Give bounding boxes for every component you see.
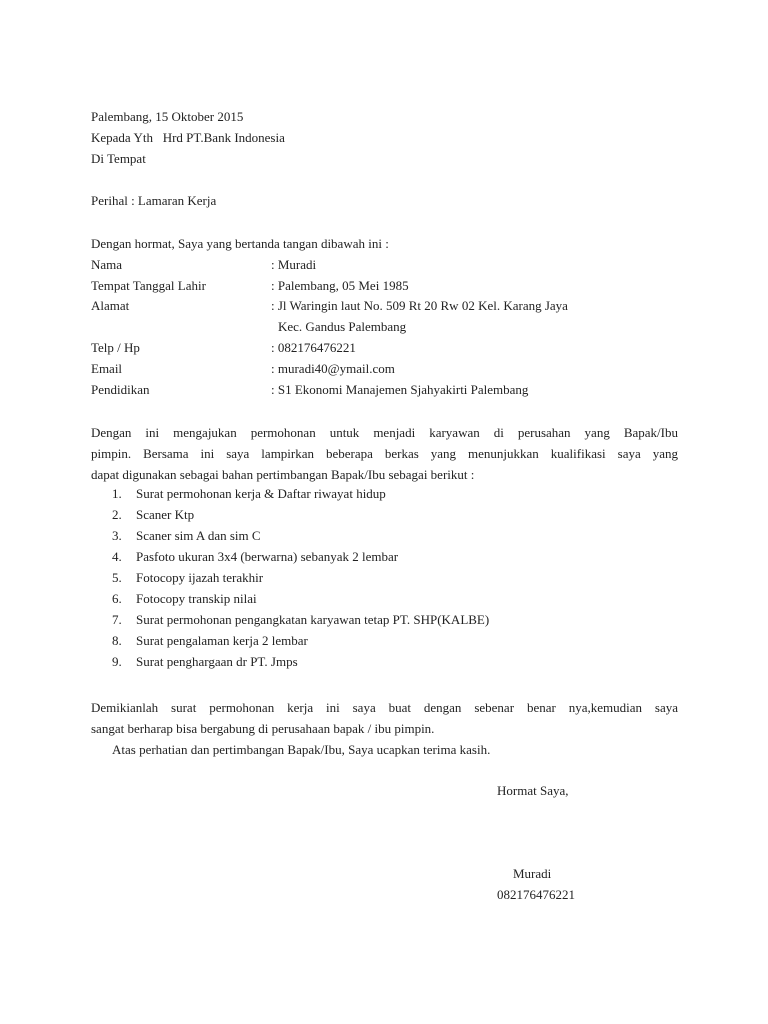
signer-phone: 082176476221 (497, 887, 575, 902)
body-line: Dengan ini mengajukan permohonan untuk menjadi karyawan di perusahan yang Bapak/Ibu (91, 425, 678, 440)
list-item (112, 654, 489, 675)
subject: Perihal : Lamaran Kerja (91, 193, 217, 208)
attachment-list (112, 486, 489, 675)
location: Di Tempat (91, 151, 146, 166)
list-number: 2. (112, 507, 122, 522)
list-number: 5. (112, 570, 122, 585)
list-item (112, 486, 489, 507)
list-number: 7. (112, 612, 122, 627)
field-value-ttl: : Palembang, 05 Mei 1985 (271, 278, 409, 293)
list-number: 9. (112, 654, 122, 669)
field-value-alamat-line2: Kec. Gandus Palembang (278, 319, 407, 334)
list-text: Surat pengalaman kerja 2 lembar (136, 633, 308, 648)
body-paragraph (91, 422, 678, 485)
list-text: Scaner sim A dan sim C (136, 528, 261, 543)
field-label-email: Email (91, 361, 123, 376)
list-number: 1. (112, 486, 122, 501)
field-value-alamat: : Jl Waringin laut No. 509 Rt 20 Rw 02 Kel. Karang Jaya (271, 298, 568, 313)
list-text: Pasfoto ukuran 3x4 (berwarna) sebanyak 2 lembar (136, 549, 399, 564)
list-number: 3. (112, 528, 122, 543)
field-label-alamat: Alamat (91, 298, 130, 313)
list-item (112, 549, 489, 570)
greeting: Dengan hormat, Saya yang bertanda tangan dibawah ini : (91, 236, 389, 251)
place-date: Palembang, 15 Oktober 2015 (91, 109, 244, 124)
list-number: 4. (112, 549, 122, 564)
closing-line: Demikianlah surat permohonan kerja ini saya buat dengan sebenar benar nya,kemudian saya (91, 700, 678, 715)
closing-line: Atas perhatian dan pertimbangan Bapak/Ibu, Saya ucapkan terima kasih. (112, 742, 491, 757)
list-number: 8. (112, 633, 122, 648)
list-text: Fotocopy ijazah terakhir (136, 570, 264, 585)
field-label-ttl: Tempat Tanggal Lahir (91, 278, 206, 293)
field-value-pendidikan: : S1 Ekonomi Manajemen Sjahyakirti Palembang (271, 382, 529, 397)
list-text: Surat penghargaan dr PT. Jmps (136, 654, 298, 669)
signoff: Hormat Saya, (497, 783, 569, 798)
field-value-email: : muradi40@ymail.com (271, 361, 395, 376)
field-label-nama: Nama (91, 257, 123, 272)
recipient: Kepada Yth Hrd PT.Bank Indonesia (91, 130, 285, 145)
field-label-telp: Telp / Hp (91, 340, 140, 355)
list-text: Surat permohonan pengangkatan karyawan tetap PT. SHP(KALBE) (136, 612, 490, 627)
list-text: Scaner Ktp (136, 507, 195, 522)
list-item (112, 591, 489, 612)
field-label-pendidikan: Pendidikan (91, 382, 150, 397)
closing-line: sangat berharap bisa bergabung di perusahaan bapak / ibu pimpin. (91, 721, 435, 736)
list-item (112, 570, 489, 591)
field-value-nama: : Muradi (271, 257, 317, 272)
list-item (112, 507, 489, 528)
field-value-telp: : 082176476221 (271, 340, 356, 355)
body-line: dapat digunakan sebagai bahan pertimbangan Bapak/Ibu sebagai berikut : (91, 467, 475, 482)
list-number: 6. (112, 591, 122, 606)
list-text: Fotocopy transkip nilai (136, 591, 257, 606)
list-item (112, 612, 489, 633)
body-line: pimpin. Bersama ini saya lampirkan beberapa berkas yang menunjukkan kualifikasi saya yang (91, 446, 678, 461)
signer-name: Muradi (513, 866, 552, 881)
list-item (112, 528, 489, 549)
list-item (112, 633, 489, 654)
closing-paragraph (91, 697, 678, 760)
list-text: Surat permohonan kerja & Daftar riwayat hidup (136, 486, 386, 501)
